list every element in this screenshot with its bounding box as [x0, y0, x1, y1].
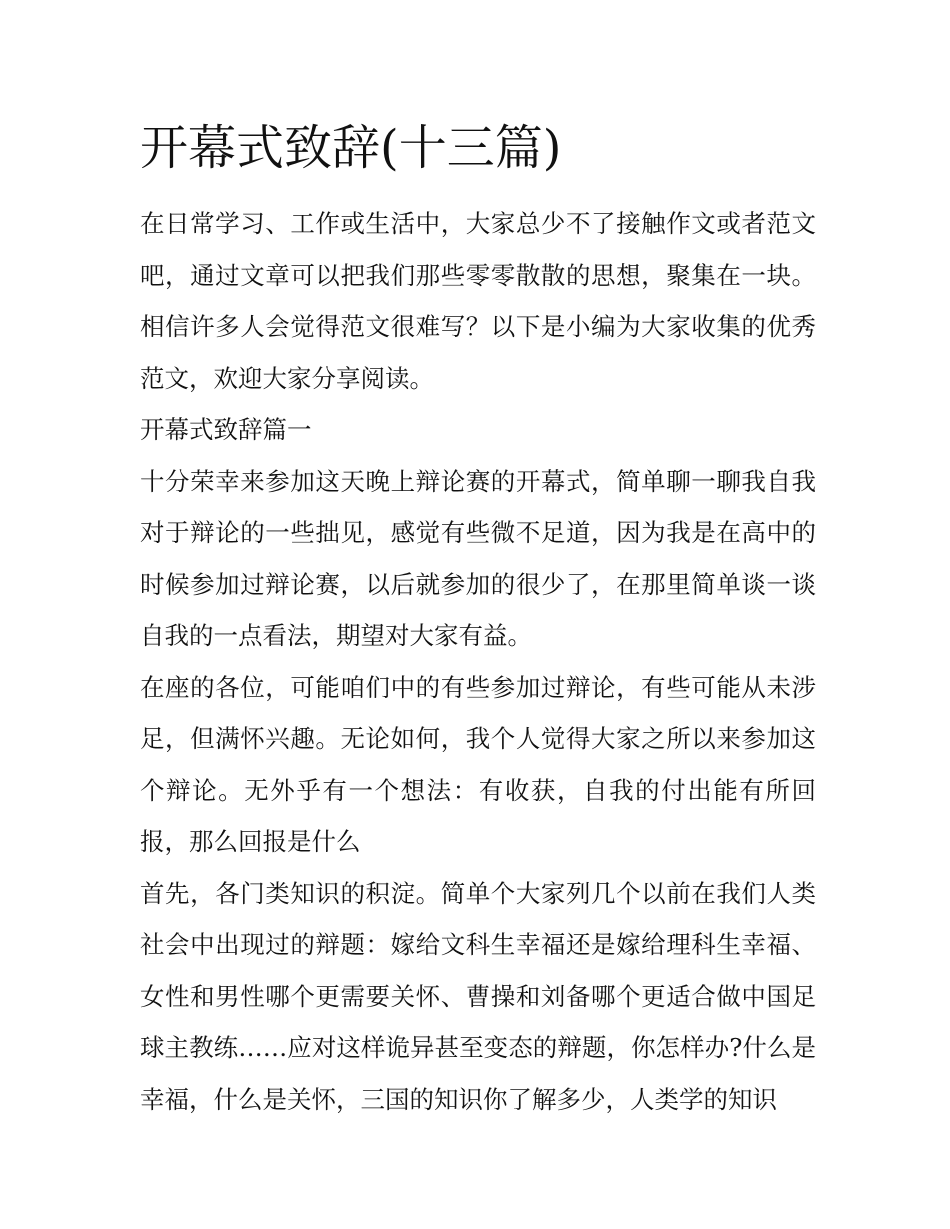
body-paragraph: 十分荣幸来参加这天晚上辩论赛的开幕式，简单聊一聊我自我对于辩论的一些拙见，感觉有些微不足道，因为我是在高中的时候参加过辩论赛，以后就参加的很少了，在那里简单谈一谈自我的一点看法，期望对大家有益。 [140, 466, 816, 650]
body-paragraph: 在座的各位，可能咱们中的有些参加过辩论，有些可能从未涉足，但满怀兴趣。无论如何，我个人觉得大家之所以来参加这个辩论。无外乎有一个想法：有收获，自我的付出能有所回报，那么回报是什么 [140, 672, 816, 856]
document-title: 开幕式致辞(十三篇) [140, 120, 562, 176]
body-paragraph: 首先，各门类知识的积淀。简单个大家列几个以前在我们人类社会中出现过的辩题：嫁给文科生幸福还是嫁给理科生幸福、女性和男性哪个更需要关怀、曹操和刘备哪个更适合做中国足球主教练……应对这样诡异甚至变态的辩题，你怎样办?什么是幸福，什么是关怀，三国的知识你了解多少，人类学的知识 [140, 878, 816, 1114]
intro-paragraph: 在日常学习、工作或生活中，大家总少不了接触作文或者范文吧，通过文章可以把我们那些零零散散的思想，聚集在一块。相信许多人会觉得范文很难写？以下是小编为大家收集的优秀范文，欢迎大家分享阅读。 [140, 209, 816, 393]
document-page [140, 112, 816, 1125]
section-heading: 开幕式致辞篇一 [140, 415, 312, 444]
